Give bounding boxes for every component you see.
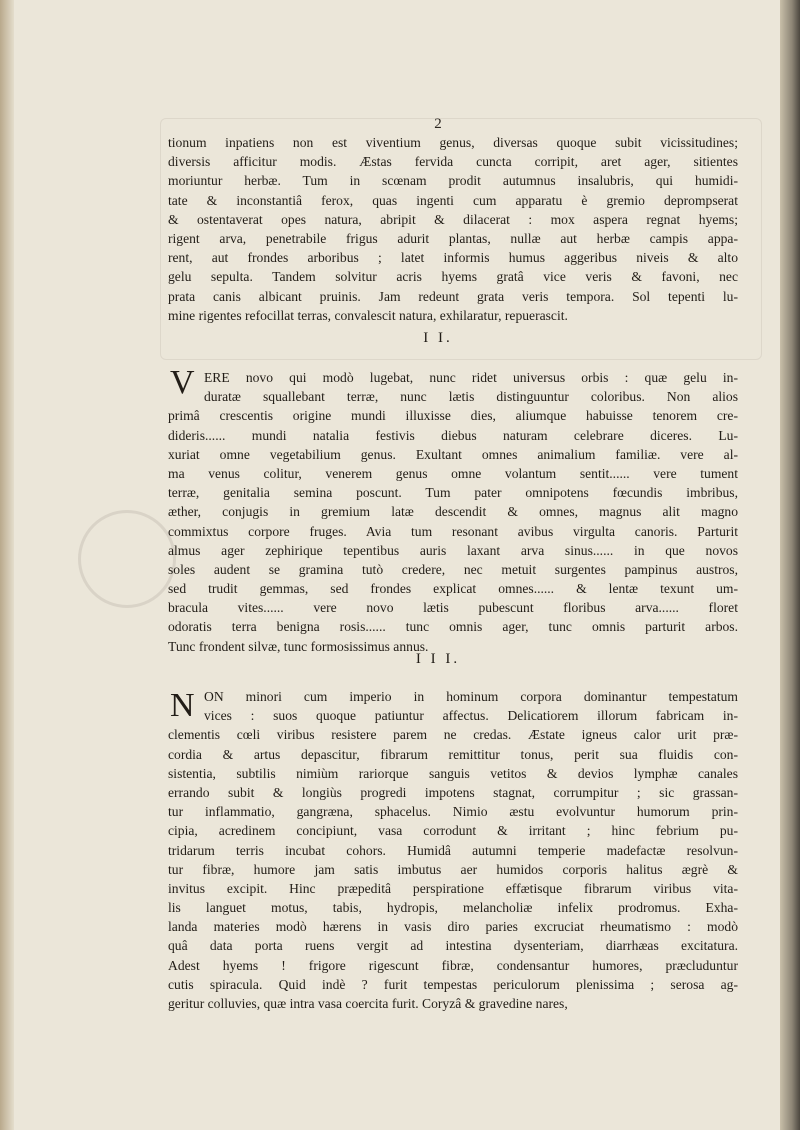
section-3-paragraph <box>168 687 738 1013</box>
text-line: geritur colluvies, quæ intra vasa coercita furit. Coryzâ & gravedine nares, <box>168 996 568 1011</box>
text-line: commixtus corpore fruges. Avia tum resonant avibus virgulta canoris. Parturit <box>168 523 738 539</box>
text-line: ON minori cum imperio in hominum corpora dominantur tempestatum <box>204 689 738 704</box>
text-line: quâ data porta ruens vergit ad intestina dysenteriam, diarrhæas excitatura. <box>168 938 738 954</box>
text-line: prata canis albicant pruinis. Jam redeunt grata veris tempora. Sol tepenti lu- <box>168 288 738 304</box>
drop-cap-v: V <box>170 364 195 401</box>
text-line: & ostentaverat opes natura, abripit & dilacerat : mox aspera regnat hyems; <box>168 211 738 227</box>
text-line: lis languet motus, tabis, hydropis, melancholiæ infelix prodromus. Exha- <box>168 900 738 916</box>
text-line: soles audent se gramina tutò credere, nec metuit surgentes pampinus austros, <box>168 561 738 577</box>
text-line: tionum inpatiens non est viventium genus, diversas quoque subit vicissitudines; <box>168 135 738 150</box>
text-line: dideris...... mundi natalia festivis diebus naturam celebrare diceres. Lu- <box>168 427 738 443</box>
text-line: moriuntur herbæ. Tum in scœnam prodit autumnus insalubris, qui humidi- <box>168 173 738 189</box>
section-heading-2: I I. <box>423 330 453 346</box>
drop-cap-n: N <box>170 687 195 724</box>
text-line: diversis afficitur modis. Æstas fervida cuncta corripit, aret ager, sitientes <box>168 154 738 170</box>
text-line: sistentia, subtilis nimiùm rariorque sanguis vetitos & devios lymphæ canales <box>168 765 738 781</box>
text-line: almus ager zephirique tepentibus auris laxant arva sinus...... in que novos <box>168 542 738 558</box>
text-line: primâ crescentis origine mundi illuxisse dies, aliumque habuisse tenorem cre- <box>168 408 738 424</box>
text-line: odoratis terra benigna rosis...... tunc omnis ager, tunc omnis parturit arbos. <box>168 619 738 635</box>
page-binding-edge <box>780 0 800 1130</box>
text-line: clementis cœli viribus resistere parem ne credas. Æstate igneus calor urit præ- <box>168 727 738 743</box>
text-line: invitus excipit. Hinc præpeditâ perspiratione effætisque fibrarum viribus vita- <box>168 880 738 896</box>
text-line: tur inflammatio, gangræna, sphacelus. Nimio æstu evolvuntur humorum prin- <box>168 804 738 820</box>
text-line: vices : suos quoque patiuntur affectus. Delicatiorem illorum fabricam in- <box>204 708 738 724</box>
text-line: mine rigentes refocillat terras, convalescit natura, exhilaratur, repuerascit. <box>168 307 568 323</box>
section-heading-3: I I I. <box>415 651 461 667</box>
text-line: rigent arva, penetrabile frigus adurit plantas, nullæ aut herbæ campis appa- <box>168 230 738 246</box>
text-line: ERE novo qui modò lugebat, nunc ridet universus orbis : quæ gelu in- <box>204 370 738 385</box>
text-line: Tunc frondent silvæ, tunc formosissimus annus. <box>168 638 429 654</box>
text-line: duratæ squallebant terræ, nunc lætis distinguuntur coloribus. Non alios <box>204 389 738 405</box>
text-line: tridarum terris incubat cohors. Humidâ autumni temperie madefactæ resolvun- <box>168 842 738 858</box>
text-line: xuriat omne vegetabilium genus. Exultant omnes animalium familiæ. vere al- <box>168 446 738 462</box>
text-line: cutis spiracula. Quid indè ? furit tempestas periculorum plenissima ; serosa ag- <box>168 976 738 992</box>
page-number: 2 <box>434 116 442 132</box>
text-line: ma venus colitur, venerem genus omne volantum sentit...... vere tument <box>168 465 738 481</box>
text-line: landa materies modò hærens in vasis diro paries excruciat rheumatismo : modò <box>168 919 738 935</box>
text-line: tate & inconstantiâ ferox, quas ingenti cum apparatu è gremio deprompserat <box>168 192 738 208</box>
text-line: bracula vites...... vere novo lætis pubescunt floribus arva...... floret <box>168 600 738 616</box>
page-left-edge <box>0 0 14 1130</box>
text-line: gelu sepulta. Tandem solvitur acris hyems gratâ vice veris & favoni, nec <box>168 269 738 285</box>
text-line: tur fibræ, humore jam satis imbutus aer humidos corporis halitus ægrè & <box>168 861 738 877</box>
text-line: cordia & artus depascitur, fibrarum remittitur tonus, perit sua fluidis con- <box>168 746 738 762</box>
text-line: rent, aut frondes arboribus ; latet informis humus aggeribus niveis & alto <box>168 250 738 266</box>
text-line: cipia, acredinem concipiunt, vasa corrodunt & irritant ; hinc febrium pu- <box>168 823 738 839</box>
text-line: æther, conjugis in gremium latæ descendit & omnes, magnus alit magno <box>168 504 738 520</box>
text-line: errando subit & longiùs progredi impotens stagnat, corrumpitur ; sic grassan- <box>168 784 738 800</box>
intro-paragraph <box>168 133 738 325</box>
text-line: sed trudit gemmas, sed frondes explicat omnes...... & lentæ texunt um- <box>168 581 738 597</box>
section-2-paragraph <box>168 364 738 656</box>
library-stamp-show-through <box>78 510 176 608</box>
text-line: Adest hyems ! frigore rigescunt fibræ, condensantur humores, præcluduntur <box>168 957 738 973</box>
text-line: terræ, genitalia semina poscunt. Tum pater omnipotens fœcundis imbribus, <box>168 485 738 501</box>
